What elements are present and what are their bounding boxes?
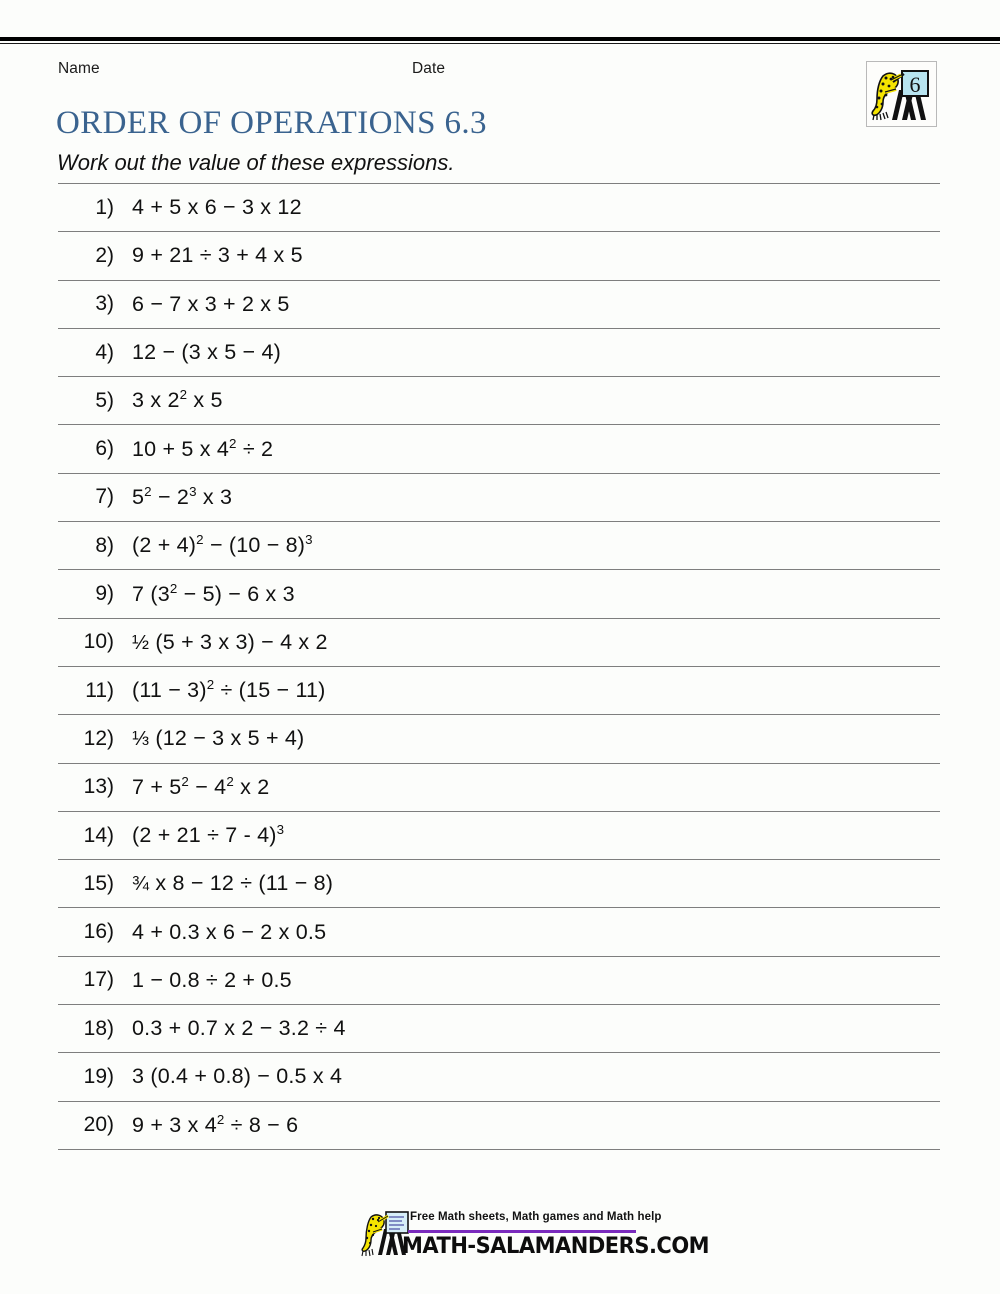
top-divider-rule-thin	[0, 43, 1000, 44]
problem-row	[58, 377, 940, 425]
salamander-grade-badge-icon	[867, 62, 936, 126]
problem-row	[58, 570, 940, 618]
problem-expression: ½ (5 + 3 x 3) − 4 x 2	[124, 618, 940, 666]
problem-row	[58, 860, 940, 908]
problem-expression: ¾ x 8 − 12 ÷ (11 − 8)	[124, 860, 940, 908]
problem-row	[58, 522, 940, 570]
problem-row	[58, 715, 940, 763]
problem-number: 5)	[58, 377, 124, 425]
problem-row	[58, 908, 940, 956]
problem-expression: 1 − 0.8 ÷ 2 + 0.5	[124, 956, 940, 1004]
page-title: ORDER OF OPERATIONS 6.3	[56, 105, 487, 141]
problem-row	[58, 425, 940, 473]
name-label: Name	[58, 60, 100, 77]
footer-branding	[358, 1207, 710, 1265]
problem-expression: $7 + 5^2 - 4^2$ x 2	[124, 763, 940, 811]
problem-number: 4)	[58, 328, 124, 376]
problem-row	[58, 956, 940, 1004]
problem-number: 20)	[58, 1101, 124, 1149]
problem-number: 6)	[58, 425, 124, 473]
problem-number: 3)	[58, 280, 124, 328]
page-subtitle: Work out the value of these expressions.	[57, 150, 455, 175]
problem-number: 12)	[58, 715, 124, 763]
problem-number: 16)	[58, 908, 124, 956]
problem-row	[58, 1101, 940, 1149]
problem-row	[58, 811, 940, 859]
problem-row	[58, 232, 940, 280]
problem-number: 10)	[58, 618, 124, 666]
problem-expression: 3 x $2^2$ x 5	[124, 377, 940, 425]
problem-expression: 10 + 5 x $4^2 \div 2$	[124, 425, 940, 473]
problem-expression: 7 $(3^2 - 5) - 6$ x 3	[124, 570, 940, 618]
problem-row	[58, 473, 940, 521]
problem-expression: 4 + 0.3 x 6 − 2 x 0.5	[124, 908, 940, 956]
problem-number: 17)	[58, 956, 124, 1004]
problem-row	[58, 666, 940, 714]
problem-row	[58, 763, 940, 811]
problem-expression: 3 (0.4 + 0.8) − 0.5 x 4	[124, 1053, 940, 1101]
problems-table	[58, 183, 940, 1150]
problem-expression: 9 + 3 x $4^2 \div 8 - 6$	[124, 1101, 940, 1149]
problem-expression: 12 − (3 x 5 − 4)	[124, 328, 940, 376]
problem-expression: 0.3 + 0.7 x 2 − 3.2 ÷ 4	[124, 1005, 940, 1053]
problem-number: 19)	[58, 1053, 124, 1101]
problem-expression: $(2 + 21 \div 7 - 4)^3$	[124, 811, 940, 859]
problem-number: 2)	[58, 232, 124, 280]
problem-row	[58, 1005, 940, 1053]
problem-row	[58, 1053, 940, 1101]
problem-number: 8)	[58, 522, 124, 570]
problem-row	[58, 280, 940, 328]
problem-expression: 4 + 5 x 6 − 3 x 12	[124, 184, 940, 232]
top-divider-rule	[0, 37, 1000, 41]
problem-number: 7)	[58, 473, 124, 521]
problem-row	[58, 618, 940, 666]
problem-expression: 9 + 21 ÷ 3 + 4 x 5	[124, 232, 940, 280]
problem-number: 15)	[58, 860, 124, 908]
problem-number: 9)	[58, 570, 124, 618]
math-salamanders-logo-icon	[866, 61, 937, 127]
problem-expression: $5^2 - 2^3$ x 3	[124, 473, 940, 521]
date-label: Date	[412, 60, 446, 77]
grade-number: 6	[909, 72, 921, 97]
problem-number: 13)	[58, 763, 124, 811]
problem-number: 11)	[58, 666, 124, 714]
problem-expression: 6 − 7 x 3 + 2 x 5	[124, 280, 940, 328]
problem-number: 14)	[58, 811, 124, 859]
problem-row	[58, 184, 940, 232]
problem-number: 18)	[58, 1005, 124, 1053]
problem-expression: $(11 - 3)^2 \div (15 - 11)$	[124, 666, 940, 714]
footer-tagline: Free Math sheets, Math games and Math help	[410, 1211, 662, 1223]
problem-number: 1)	[58, 184, 124, 232]
footer-url: MATH-SALAMANDERS.COM	[402, 1233, 710, 1259]
header-meta-row	[58, 60, 848, 82]
problem-expression: $(2 + 4)^2 - (10 - 8)^3$	[124, 522, 940, 570]
problem-row	[58, 328, 940, 376]
problem-expression: ⅓ (12 − 3 x 5 + 4)	[124, 715, 940, 763]
